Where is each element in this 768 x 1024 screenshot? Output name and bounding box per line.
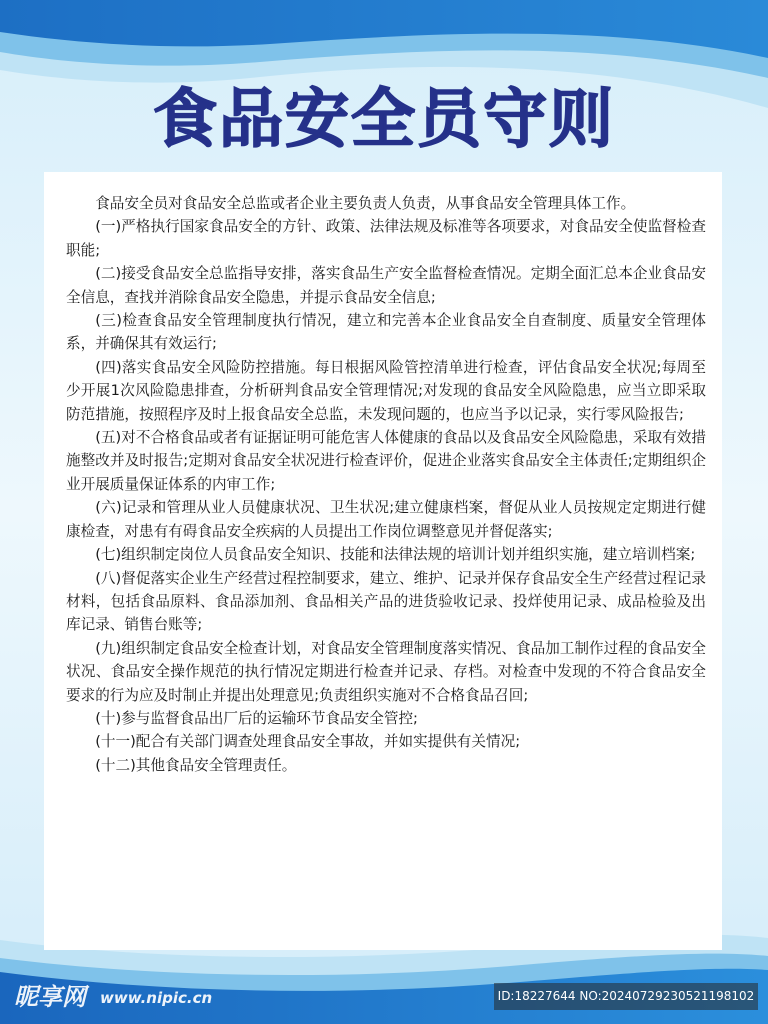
- rules-text: [66, 192, 706, 777]
- rule-item-3: (三)检查食品安全管理制度执行情况，建立和完善本企业食品安全自查制度、质量安全管理体系，并确保其有效运行;: [66, 312, 706, 353]
- rule-item-8: (八)督促落实企业生产经营过程控制要求，建立、维护、记录并保存食品安全生产经营过程记录材料，包括食品原料、食品添加剂、食品相关产品的进货验收记录、投烊使用记录、成品检验及出库记录、销售台账等;: [66, 569, 706, 634]
- watermark-logo: 昵享网: [14, 983, 86, 1011]
- rule-item-1: (一)严格执行国家食品安全的方针、政策、法律法规及标准等各项要求，对食品安全使监督检查职能;: [66, 218, 706, 259]
- rule-item-5: (五)对不合格食品或者有证据证明可能危害人体健康的食品以及食品安全风险隐患，采取有效措施整改并及时报告;定期对食品安全状况进行检查评价，促进企业落实食品安全主体责任;定期组织企业开展质量保证体系的内审工作;: [66, 429, 706, 493]
- rule-item-6: (六)记录和管理从业人员健康状况、卫生状况;建立健康档案，督促从业人员按规定定期进行健康检查，对患有有碍食品安全疾病的人员提出工作岗位调整意见并督促落实;: [66, 499, 706, 540]
- rule-item-10: (十)参与监督食品出厂后的运输环节食品安全管控;: [95, 709, 418, 727]
- rule-item-12: (十二)其他食品安全管理责任。: [95, 756, 297, 774]
- rule-item-9: (九)组织制定食品安全检查计划，对食品安全管理制度落实情况、食品加工制作过程的食品安全状况、食品安全操作规范的执行情况定期进行检查并记录、存档。对检查中发现的不符合食品安全要求的行为应及时制止并提出处理意见;负责组织实施对不合格食品召回;: [66, 639, 706, 704]
- rule-item-2: (二)接受食品安全总监指导安排，落实食品生产安全监督检查情况。定期全面汇总本企业食品安全信息，查找并消除食品安全隐患，并提示食品安全信息;: [66, 265, 706, 306]
- image-id-label: ID:18227644 NO:20240729230521198102: [494, 983, 758, 1010]
- rule-item-11: (十一)配合有关部门调查处理食品安全事故，并如实提供有关情况;: [95, 733, 521, 751]
- rule-item-7: (七)组织制定岗位人员食品安全知识、技能和法律法规的培训计划并组织实施，建立培训档案;: [95, 546, 696, 564]
- watermark-url: www.nipic.cn: [100, 989, 213, 1007]
- page-title: 食品安全员守则: [153, 83, 615, 157]
- rule-item-4: (四)落实食品安全风险防控措施。每日根据风险管控清单进行检查，评估食品安全状况;每周至少开展1次风险隐患排查，分析研判食品安全管理情况;对发现的食品安全风险隐患，应当立即采取防范措施，按照程序及时上报食品安全总监，未发现问题的，也应当予以记录，实行零风险报告;: [66, 358, 706, 423]
- intro-paragraph: 食品安全员对食品安全总监或者企业主要负责人负责，从事食品安全管理具体工作。: [95, 195, 636, 212]
